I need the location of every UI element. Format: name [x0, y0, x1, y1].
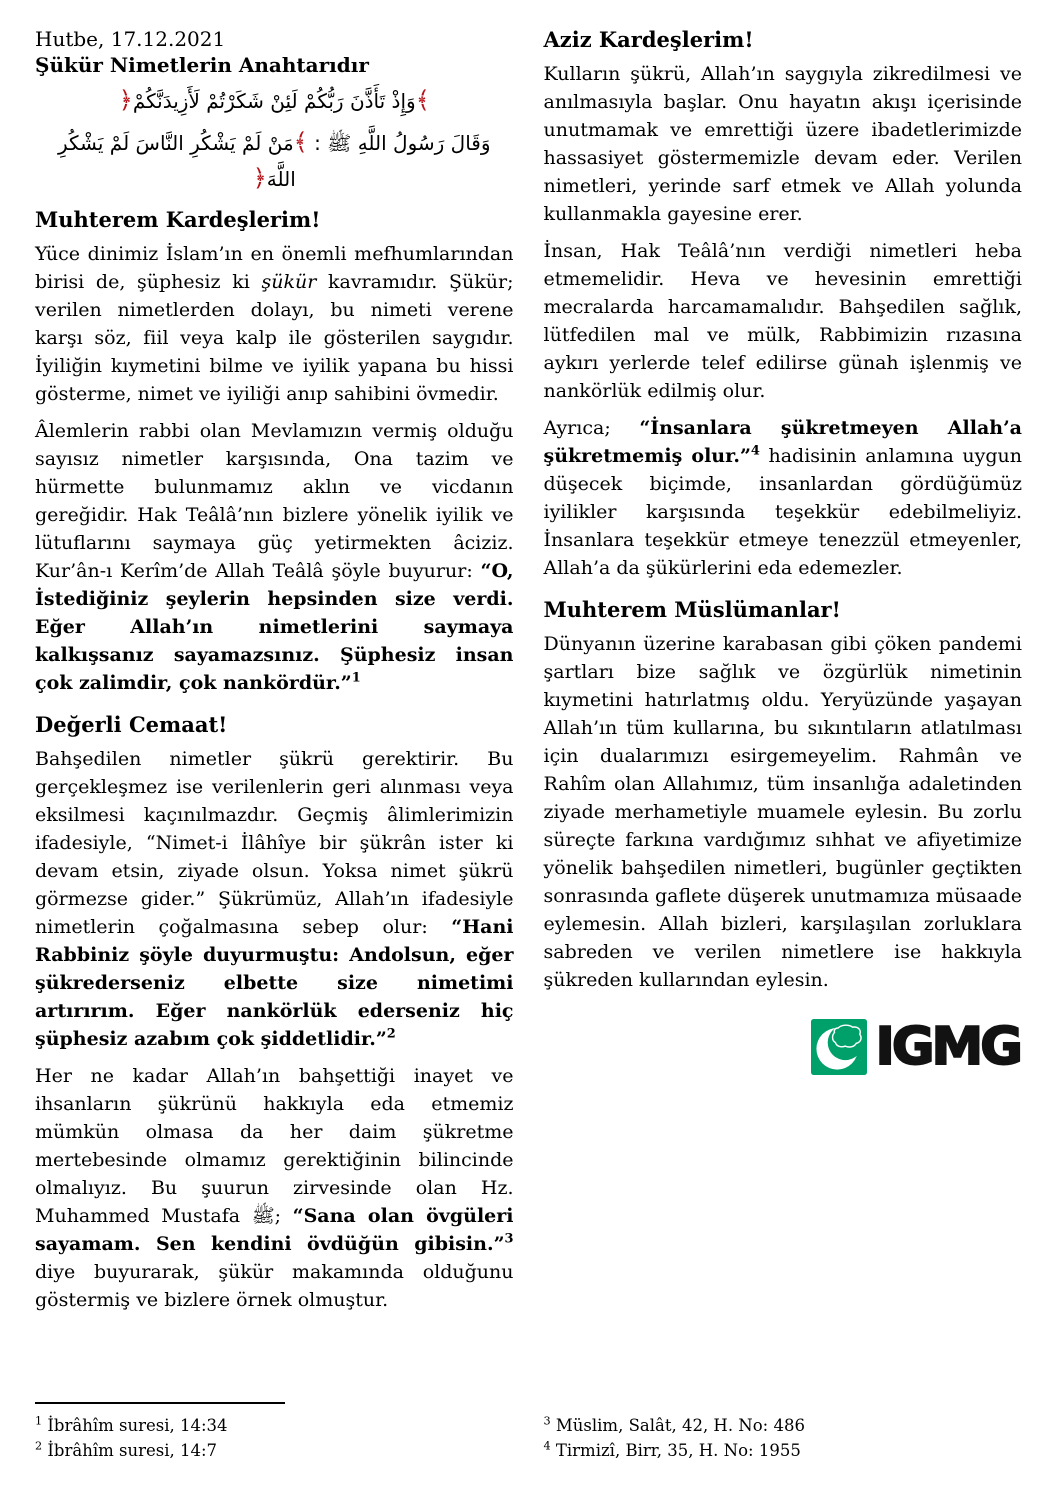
igmg-wordmark: IGMG	[875, 1017, 1020, 1077]
right-footnotes	[544, 1413, 1023, 1463]
footnote-ref: 3	[504, 1231, 514, 1247]
footnote-number: 2	[35, 1439, 43, 1453]
right-column	[544, 26, 1023, 1463]
footnote-text: Müslim, Salât, 42, H. No: 486	[555, 1416, 805, 1435]
paragraph	[35, 240, 514, 408]
paragraph-text: diye buyurarak, şükür makamında olduğunu göstermiş ve bizlere örnek olmuştur.	[35, 1261, 514, 1311]
paragraph	[544, 414, 1023, 582]
verse-ornament-close: ﴿	[118, 86, 133, 114]
verse-ornament-open: ﴾	[415, 86, 430, 114]
footnote-ref: 1	[351, 670, 361, 686]
quran-verse-arabic	[35, 83, 514, 119]
italic-term: şükür	[261, 271, 317, 293]
quote-text: “Hani Rabbiniz şöyle duyurmuştu: Andolsun, eğer şükrederseniz elbette size nimetimi artırırım. Eğer nankörlük ederseniz hiç şüphesiz azabım çok şiddetlidir.”	[35, 916, 514, 1050]
hadith-intro: وَقَالَ رَسُولُ اللَّهِ ﷺ :	[314, 131, 491, 155]
paragraph: İnsan, Hak Teâlâ’nın verdiği nimetleri heba etmemelidir. Heva ve hevesinin emrettiği mecralarda harcamamalıdır. Bahşedilen sağlık, lütfedilen mal ve mülk, Rabbimizin rızasına aykırı yerlerde telef edilirse günah işlenmiş ve nankörlük edilmiş olur.	[543, 240, 1022, 402]
section-heading-degerli-cemaat: Değerli Cemaat!	[35, 712, 228, 737]
paragraph-text: Âlemlerin rabbi olan Mevlamızın vermiş olduğu sayısız nimetler karşısında, Ona tazim ve hürmette bulunmamız aklın ve vicdanın gereğidir. Hak Teâlâ’nın bizlere yönelik iyilik ve lütuflarını saymaya güç yetirmekten âciziz. Kur’ân-ı Kerîm’de Allah Teâlâ şöyle buyurur:	[35, 420, 514, 582]
footnote-number: 4	[543, 1439, 551, 1453]
paragraph: Kulların şükrü, Allah’ın saygıyla zikredilmesi ve anılmasıyla başlar. Onu hayatın akışı içerisinde unutmamak ve emrettiği üzere ibadetlerimizde hassasiyet göstermemizle devam eder. Verilen nimetleri, yerinde sarf etmek ve Allah yolunda kullanmakla gayesine erer.	[543, 63, 1022, 225]
paragraph-text: Her ne kadar Allah’ın bahşettiği inayet ve ihsanların şükrünü hakkıyla eda etmemiz mümkün olmasa da her daim şükretme mertebesinde olmamız gerektiğinin bilincinde olmalıyız. Bu şuurun zirvesinde olan Hz. Muhammed Mustafa ﷺ;	[35, 1065, 514, 1227]
paragraph-text: Yüce dinimiz İslam’ın en önemli mefhumlarından birisi de, şüphesiz ki	[35, 243, 514, 293]
document-title: Şükür Nimetlerin Anahtarıdır	[35, 53, 369, 77]
paragraph-text: hadisinin anlamına uygun düşecek biçimde, insanlardan gördüğümüz iyilikler karşısında teşekkür edebilmeliyiz. İnsanlara teşekkür etmeye tenezzül etmeyenler, Allah’a da şükürlerini eda edemezler.	[543, 445, 1022, 579]
paragraph-text: Ayrıca;	[543, 417, 640, 439]
paragraph-text: kavramıdır. Şükür; verilen nimetlerden dolayı, bu nimeti verene karşı söz, fiil veya kalp ile gösterilen saygıdır. İyiliğin kıymetini bilme ve iyilik yapana bu hissi gösterme, nimet ve iyiliği anıp sahibini övmedir.	[35, 271, 514, 405]
footnote-number: 3	[543, 1414, 551, 1428]
paragraph	[35, 1062, 514, 1314]
paragraph: Dünyanın üzerine karabasan gibi çöken pandemi şartları bize sağlık ve özgürlük nimetinin kıymetini hatırlatmış oldu. Yeryüzünde yaşayan Allah’ın tüm kullarına, bu sıkıntıların atlatılması için dualarımızı esirgemeyelim. Rahmân ve Rahîm olan Allahımız, tüm insanlığa adaletinden ziyade merhametiyle muamele eylesin. Bu zorlu süreçte farkına vardığımız sıhhat ve afiyetimize yönelik bahşedilen nimetleri, bugünler geçtikten sonrasında gaflete düşerek unutmamıza müsaade eylemesin. Allah bizleri, karşılaşılan zorluklara sabreden ve verilen nimetlere ise hakkıyla şükreden kullarından eylesin.	[543, 633, 1022, 991]
quote-text: “O, İstediğiniz şeylerin hepsinden size verdi. Eğer Allah’ın nimetlerini saymaya kalkışsanız sayamazsınız. Şüphesiz insan çok zalimdir, çok nankördür.”	[35, 560, 514, 694]
quote-text: “Sana olan övgüleri sayamam. Sen kendini övdüğün gibisin.”	[35, 1205, 514, 1255]
left-column	[35, 26, 514, 1463]
footnote-text: İbrâhîm suresi, 14:7	[47, 1441, 218, 1460]
date-line: Hutbe, 17.12.2021	[35, 27, 226, 51]
hadith-arabic	[35, 125, 514, 197]
footnote	[35, 1438, 514, 1463]
paragraph	[35, 417, 514, 697]
section-heading-muhterem-muslumanlar: Muhterem Müslümanlar!	[543, 597, 841, 622]
footnote-ref: 2	[386, 1026, 396, 1042]
igmg-crescent-icon	[811, 1019, 867, 1075]
footnote-ref: 4	[750, 443, 760, 459]
footnote-number: 1	[35, 1414, 43, 1428]
left-footnotes	[35, 1402, 514, 1463]
footnote-separator	[35, 1402, 285, 1404]
verse-text: وَإِذْ تَأَذَّنَ رَبُّكُمْ لَئِنْ شَكَرْتُمْ لَأَزِيدَنَّكُمْ	[132, 89, 416, 113]
igmg-logo	[544, 1019, 1021, 1075]
footnote	[35, 1413, 514, 1438]
footnote-text: İbrâhîm suresi, 14:34	[47, 1416, 228, 1435]
section-heading-muhterem-kardeslerim: Muhterem Kardeşlerim!	[35, 207, 321, 232]
paragraph-text: Bahşedilen nimetler şükrü gerektirir. Bu gerçekleşmez ise verilenlerin geri alınması veya eksilmesi kaçınılmazdır. Geçmiş âlimlerimizin ifadesiyle, “Nimet-i İlâhîye bir şükrân ister ki devam etsin, ziyade olsun. Yoksa nimet şükrü görmezse gider.” Şükrümüz, Allah’ın ifadesiyle nimetlerin çoğalmasına sebep olur:	[35, 748, 514, 938]
hadith-ornament-close: ﴿	[252, 164, 267, 192]
section-heading-aziz-kardeslerim: Aziz Kardeşlerim!	[543, 27, 754, 52]
quote-text: “İnsanlara şükretmeyen Allah’a şükretmemiş olur.”	[543, 417, 1022, 467]
paragraph	[35, 745, 514, 1053]
hadith-ornament-open: ﴾	[293, 128, 308, 156]
footnote	[544, 1413, 1023, 1438]
footnote-text: Tirmizî, Birr, 35, H. No: 1955	[555, 1441, 801, 1460]
footnote	[544, 1438, 1023, 1463]
hadith-text: مَنْ لَمْ يَشْكُرِ النَّاسَ لَمْ يَشْكُرِ اللَّهَ	[57, 131, 296, 191]
